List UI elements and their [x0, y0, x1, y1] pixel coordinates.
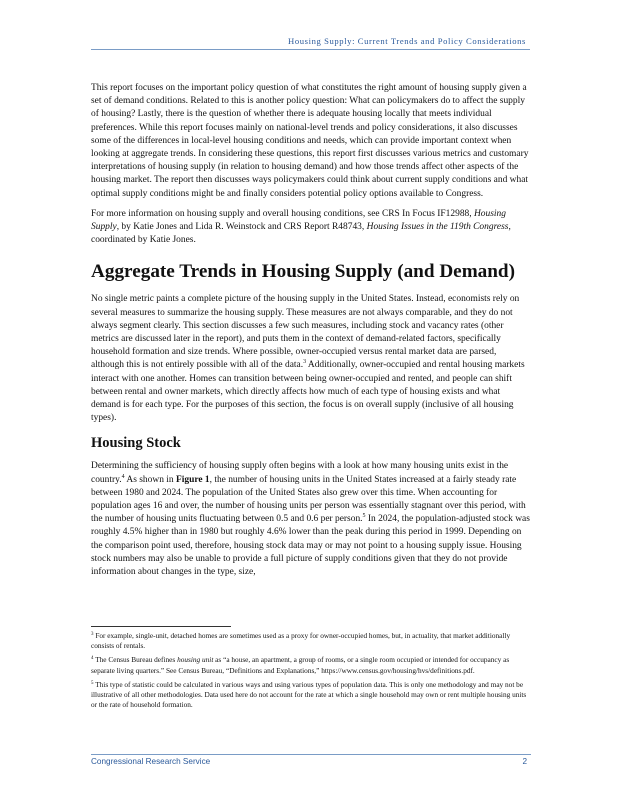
paragraph-text: In 2024, the population-adjusted stock was roughly 4.5% higher than in 1980 but roughly 4.6% lower than the peak during this period in 1999. Depending on the comparison point used, therefore, housing stock data may or may not point to a housing supply issue. Housing stock numbers may also be unable to provide a full picture of supply conditions given that they do not provide information about changes in the type, size,	[91, 514, 530, 578]
footnote-ref[interactable]: 3	[303, 359, 307, 366]
aggregate-trends-paragraph	[91, 293, 531, 425]
publisher-name: Congressional Research Service	[91, 757, 211, 766]
footnotes	[91, 631, 531, 714]
footnote-text: This type of statistic could be calculated in various ways and using various types of population data. This is only one methodology and may not be illustrative of all other methodologies. Data used here do not account for the rate at which a single household may own or rent multiple housing units or the rate of household formation.	[91, 679, 527, 710]
paragraph-text: No single metric paints a complete picture of the housing supply in the United States. Instead, economists rely on several measures to summarize the housing supply. These measures are not always comparable, and they do not always segment clearly. This section discusses a few such measures, including stock and vacancy rates (other metrics are discussed later in the report), and puts them in the context of demand-related factors, specifically household formation and size trends. Where possible, owner-occupied versus rental market data are parsed, although this is not entirely possible with all of the data.	[91, 294, 520, 371]
paragraph-text: As shown in	[124, 474, 176, 485]
footnote-number: 3	[91, 632, 94, 637]
figure-reference[interactable]: Figure 1	[175, 474, 210, 485]
header-divider	[91, 49, 530, 50]
paragraph-text: Additionally, owner-occupied and rental housing markets interact with one another. Homes can transition between being owner-occupied and rented, and people can shift between rental and owner markets, which directly affects how much of each type of housing exists and what demand is for each type. For the purposes of this section, the focus is on overall supply (inclusive of all housing types).	[91, 360, 525, 424]
footnote-term: housing unit	[177, 655, 214, 665]
see-also-text: , coordinated by Katie Jones.	[91, 222, 511, 246]
footer-divider	[91, 754, 531, 755]
intro-paragraph: This report focuses on the important policy question of what constitutes the right amount of housing supply given a set of demand conditions. Related to this is another policy question: What can policymakers do to affect the supply of housing? Lastly, there is the question of whether there is adequate housing locally that meets individual preferences. While this report focuses mainly on national-level trends and policy considerations, it also discusses some of the differences in local-level housing conditions and needs, which can provide important context when looking at aggregate trends. In considering these questions, this report first discusses various metrics and customary interpretations of housing supply (in relation to housing demand) and how those trends affect other aspects of the housing market. The report then discusses ways policymakers could think about current supply conditions and what optimal supply conditions might be and finally considers potential policy options available to Congress.	[91, 83, 529, 199]
footnote-divider	[91, 626, 231, 627]
see-also-paragraph	[91, 208, 531, 248]
see-also-text: , by Katie Jones and Lida R. Weinstock and CRS Report R48743,	[116, 222, 367, 233]
footnote-3	[91, 631, 531, 651]
footnote-ref[interactable]: 5	[362, 513, 366, 520]
report-body	[91, 82, 531, 586]
footnote-number: 5	[91, 680, 94, 686]
footnote-text: The Census Bureau defines	[93, 655, 178, 665]
paragraph-text: Determining the sufficiency of housing supply often begins with a look at how many housing units exist in the country.	[91, 461, 509, 485]
paragraph-text: , the number of housing units in the United States increased at a fairly steady rate between 1980 and 2024. The population of the United States also grew over this time. When accounting for population ages 16 and over, the number of housing units per person was essentially stagnant over this period, with the number of housing units fluctuating between 0.5 and 0.6 per person.	[91, 474, 526, 525]
cited-title-housing-supply: Housing Supply	[91, 208, 506, 233]
housing-stock-paragraph	[91, 460, 531, 579]
footnote-text: as “a house, an apartment, a group of rooms, or a single room occupied or intended for occupancy as separate living quarters.” See Census Bureau, “Definitions and Explanations,” https://www.census.gov/housing/hvs/definitions.pdf.	[91, 655, 510, 675]
section-heading-housing-stock: Housing Stock	[91, 435, 181, 452]
footnote-ref[interactable]: 4	[121, 473, 125, 480]
footnote-5	[91, 680, 531, 711]
section-heading-aggregate-trends: Aggregate Trends in Housing Supply (and Demand)	[91, 261, 515, 283]
footnote-4	[91, 655, 531, 675]
running-header: Housing Supply: Current Trends and Policy Considerations	[288, 36, 526, 46]
see-also-text: For more information on housing supply and overall housing conditions, see CRS In Focus IF12988,	[91, 208, 474, 219]
footnote-text: For example, single-unit, detached homes are sometimes used as a proxy for owner-occupied homes, but, in actuality, that market additionally consists of rentals.	[91, 631, 511, 651]
cited-title-housing-issues: Housing Issues in the 119th Congress	[366, 222, 509, 233]
page-number: 2	[522, 757, 527, 766]
footnote-number: 4	[91, 656, 94, 662]
